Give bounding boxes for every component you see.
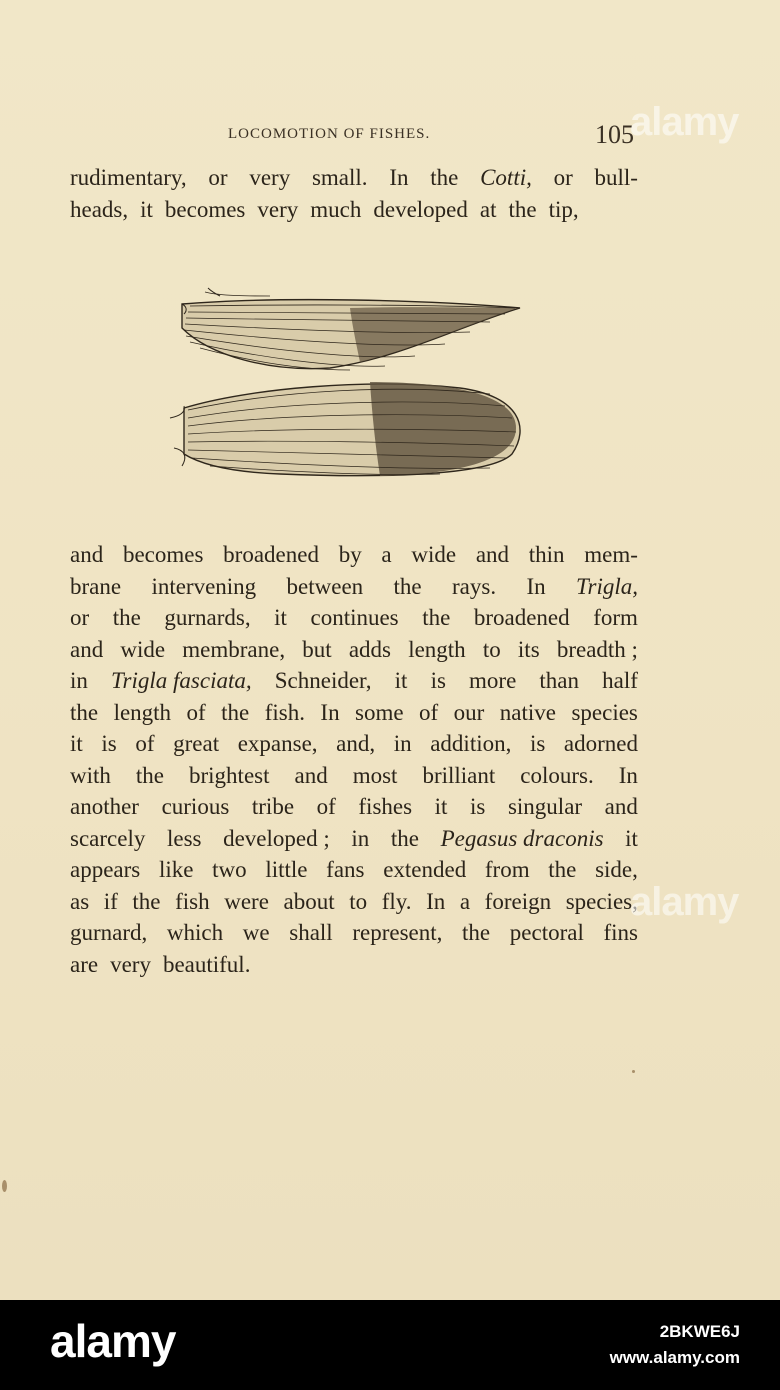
word: very [257, 196, 299, 222]
text-line [70, 665, 638, 697]
word: shall [289, 920, 333, 945]
word: addition, [430, 731, 512, 756]
word: another [70, 794, 139, 819]
word: from [484, 857, 530, 882]
word: appears [70, 857, 141, 882]
word: fish. [264, 699, 305, 725]
word: developed ; [223, 825, 330, 851]
word: of [419, 699, 439, 725]
word: fishes [358, 794, 413, 819]
word: half [602, 668, 638, 693]
word: is [470, 794, 486, 819]
word: thin [528, 542, 565, 567]
word: of [316, 794, 336, 819]
word: is [101, 731, 117, 756]
word: the [221, 699, 250, 725]
word: or [553, 165, 573, 190]
word: by [338, 542, 362, 567]
word: Trigla fasciata, [111, 668, 252, 693]
word: great [173, 731, 220, 756]
text-line [70, 728, 638, 760]
word: native [499, 699, 556, 725]
word: little [265, 857, 308, 882]
word: expanse, [237, 731, 318, 756]
word: becomes [164, 196, 246, 222]
word: to [482, 636, 501, 662]
word: rays. [452, 573, 497, 599]
word: in [70, 668, 88, 693]
word: small. [311, 165, 368, 190]
word: very [249, 165, 291, 190]
word: the [135, 762, 164, 788]
word: adds [348, 636, 392, 662]
word: bull- [594, 165, 638, 190]
word: and [604, 794, 638, 819]
word: tip, [548, 196, 579, 222]
text-line [70, 760, 638, 792]
word: or [70, 605, 90, 630]
watermark-tile: alamy [630, 880, 739, 924]
text-line [70, 791, 638, 823]
rounded-fin-drawing [170, 382, 520, 476]
word: but [302, 636, 332, 662]
word: fans [326, 857, 365, 882]
word: and [294, 762, 328, 788]
image-id: 2BKWE6J [659, 1322, 740, 1341]
word: the [393, 573, 422, 599]
text-line [70, 823, 638, 855]
word: In [389, 165, 409, 190]
word: gurnards, [164, 605, 251, 630]
word: the [548, 857, 577, 882]
pointed-fin-drawing [182, 288, 520, 370]
word: or [208, 165, 228, 190]
paragraph-2 [70, 539, 638, 980]
word: in [351, 825, 370, 851]
word: the [422, 605, 451, 630]
text-line [70, 602, 638, 634]
text-line [70, 917, 638, 949]
word: membrane, [182, 636, 286, 662]
word: colours. [520, 762, 594, 788]
paper-speck [2, 1180, 7, 1192]
word: is [529, 731, 546, 756]
word: Trigla, [575, 573, 638, 599]
word: more [469, 668, 517, 693]
word: In [526, 573, 546, 599]
word: at [479, 196, 497, 222]
word: and [70, 542, 104, 567]
word: rudimentary, [70, 165, 187, 190]
word: in [393, 731, 412, 756]
text-line [70, 194, 638, 226]
word: Schneider, [274, 668, 372, 693]
word: fly. [381, 888, 412, 914]
word: like [158, 857, 194, 882]
word: brightest [189, 762, 270, 788]
paragraph-1 [70, 162, 638, 225]
text-line [70, 634, 638, 666]
word: our [453, 699, 485, 725]
word: In [618, 762, 638, 788]
word: fins [603, 920, 638, 945]
watermark-footer [0, 1300, 780, 1390]
text-line [70, 571, 638, 603]
word: the [430, 165, 459, 190]
word: Pegasus draconis [440, 825, 604, 851]
word: breadth ; [556, 636, 638, 662]
word: length [113, 699, 172, 725]
word: a [381, 542, 392, 567]
word: than [539, 668, 580, 693]
word: developed [373, 196, 468, 222]
word: the [390, 825, 419, 851]
word: wide [411, 542, 457, 567]
word: it [274, 605, 287, 630]
word: brane [70, 573, 122, 599]
word: if [103, 888, 118, 914]
word: wide [120, 636, 166, 662]
word: a [459, 888, 471, 914]
word: the [508, 196, 537, 222]
word: side, [595, 857, 638, 882]
watermark-tile: alamy [630, 100, 739, 144]
word: pectoral [509, 920, 584, 945]
word: and [475, 542, 510, 567]
word: Cotti, [480, 165, 532, 190]
word: tribe [251, 794, 295, 819]
word: and [70, 636, 104, 662]
text-line [70, 539, 638, 571]
word: as [70, 888, 90, 914]
fin-illustration [160, 278, 530, 488]
word: scarcely [70, 825, 146, 851]
word: fish [175, 888, 210, 914]
word: were [224, 888, 269, 914]
word: brilliant [422, 762, 496, 788]
word: it [434, 794, 448, 819]
word: curious [161, 794, 230, 819]
word: to [349, 888, 368, 914]
word: much [310, 196, 362, 222]
word: it [140, 196, 153, 222]
text-line [70, 697, 638, 729]
word: represent, [352, 920, 443, 945]
word: continues [310, 605, 399, 630]
word: which [166, 920, 224, 945]
running-head [70, 120, 638, 150]
word: form [593, 605, 638, 630]
word: most [352, 762, 398, 788]
text-line [70, 854, 638, 886]
text-line [70, 162, 638, 194]
word: the [70, 699, 99, 725]
alamy-logo: alamy [50, 1315, 176, 1367]
text-line [70, 886, 638, 918]
word: with [70, 762, 111, 788]
word: broadened [473, 605, 570, 630]
word: of [186, 699, 206, 725]
word: In [426, 888, 446, 914]
word: between [286, 573, 364, 599]
word: two [212, 857, 247, 882]
word: heads, [70, 196, 129, 222]
word: intervening [151, 573, 257, 599]
word: beautiful. [162, 951, 251, 977]
word: species, [565, 888, 638, 914]
word: less [166, 825, 202, 851]
word: it [70, 731, 83, 756]
word: mem- [584, 542, 638, 567]
word: singular [507, 794, 583, 819]
word: becomes [122, 542, 204, 567]
running-title: LOCOMOTION OF FISHES. [228, 126, 431, 142]
word: it [394, 668, 408, 693]
word: length [408, 636, 466, 662]
word: some [355, 699, 404, 725]
word: the [112, 605, 141, 630]
word: gurnard, [70, 920, 148, 945]
footer-url: www.alamy.com [609, 1348, 740, 1367]
word: of [135, 731, 155, 756]
word: it [625, 825, 638, 851]
word: and, [336, 731, 376, 756]
page-number: 105 [595, 120, 634, 149]
word: the [132, 888, 161, 914]
paper-speck [632, 1070, 635, 1073]
word: very [110, 951, 151, 977]
word: extended [383, 857, 467, 882]
word: species [571, 699, 638, 725]
word: about [283, 888, 335, 914]
word: its [517, 636, 540, 662]
word: is [430, 668, 446, 693]
word: we [242, 920, 270, 945]
word: are [70, 951, 99, 977]
word: broadened [223, 542, 319, 567]
text-line [70, 949, 638, 981]
word: foreign [484, 888, 552, 914]
word: In [320, 699, 340, 725]
word: adorned [563, 731, 638, 756]
word: the [462, 920, 491, 945]
